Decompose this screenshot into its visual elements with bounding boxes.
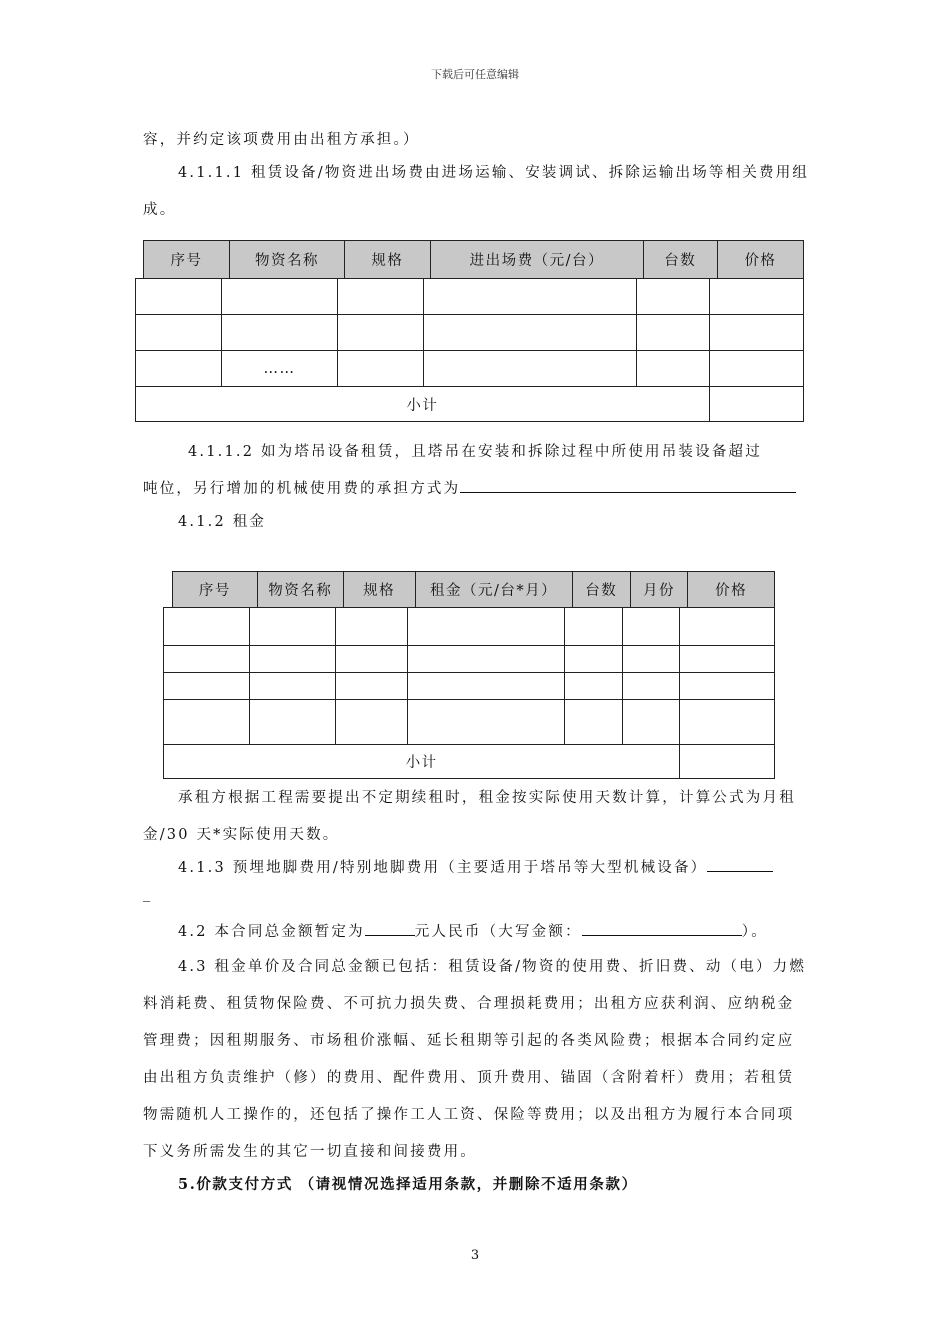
subtotal-label: 小计: [136, 387, 710, 422]
paragraph-4-2: [178, 920, 768, 941]
table-row: [164, 608, 775, 646]
page-header: 下载后可任意编辑: [431, 68, 519, 81]
column-header: 序号: [144, 241, 230, 279]
paragraph-text: 料消耗费、租赁物保险费、不可抗力损失费、合理损耗费用；出租方应获利润、应纳税金: [143, 996, 795, 1012]
entry-exit-fee-header: [143, 240, 804, 279]
fill-in-blank[interactable]: [460, 478, 796, 493]
table-row: [164, 673, 775, 700]
paragraph-text-span: 吨位，另行增加的机械使用费的承担方式为: [143, 481, 461, 497]
paragraph-text: 容，并约定该项费用由出租方承担。）: [143, 132, 420, 148]
column-header: 规格: [344, 241, 430, 279]
paragraph-text: [143, 477, 796, 498]
column-header: 进出场费（元/台）: [430, 241, 643, 279]
paragraph-text-span: 4.2 本合同总金额暂定为: [178, 924, 365, 940]
section-4-1-2-title: 4.1.2 租金: [178, 514, 267, 530]
table-row: [164, 646, 775, 673]
paragraph-4-1-3: [178, 856, 773, 877]
paragraph-text: 承租方根据工程需要提出不定期续租时，租金按实际使用天数计算，计算公式为月租: [178, 790, 796, 806]
paragraph-text: 由出租方负责维护（修）的费用、配件费用、顶升费用、锚固（含附着杆）费用；若租赁: [143, 1070, 795, 1086]
paragraph-text: 下义务所需发生的其它一切直接和间接费用。: [143, 1144, 477, 1160]
subtotal-row: [136, 387, 804, 422]
column-header: 租金（元/台*月）: [415, 572, 572, 608]
column-header: 台数: [572, 572, 630, 608]
entry-exit-fee-table: [135, 278, 804, 422]
column-header: 规格: [343, 572, 415, 608]
subtotal-label: 小计: [164, 745, 680, 779]
paragraph-text-span: 元人民币（大写金额：: [414, 924, 582, 940]
paragraph-4-3: 4.3 租金单价及合同总金额已包括：租赁设备/物资的使用费、折旧费、动（电）力燃: [178, 959, 807, 975]
page-number: 3: [470, 1248, 480, 1263]
subtotal-row: [164, 745, 775, 779]
column-header: 物资名称: [230, 241, 345, 279]
paragraph-text: 管理费；因租期服务、市场租价涨幅、延长租期等引起的各类风险费；根据本合同约定应: [143, 1033, 795, 1049]
column-header: 序号: [173, 572, 258, 608]
column-header: 月份: [630, 572, 687, 608]
paragraph-text: 金/30 天*实际使用天数。: [143, 827, 340, 843]
paragraph-text-span: 4.1.3 预埋地脚费用/特别地脚费用（主要适用于塔吊等大型机械设备）: [178, 860, 708, 876]
column-header: 物资名称: [257, 572, 343, 608]
rent-table: [163, 607, 775, 779]
table-row: [136, 315, 804, 351]
paragraph-text: 物需随机人工操作的，还包括了操作工人工资、保险等费用；以及出租方为履行本合同项: [143, 1107, 795, 1123]
paragraph-4-1-1-2: 4.1.1.2 如为塔吊设备租赁，且塔吊在安装和拆除过程中所使用吊装设备超过: [188, 444, 762, 460]
column-header: 价格: [717, 241, 803, 279]
amount-in-words-blank[interactable]: [582, 921, 742, 936]
column-header: 台数: [643, 241, 717, 279]
table-row: [136, 279, 804, 315]
paragraph-text: _: [143, 886, 153, 902]
paragraph-text: 成。: [143, 202, 177, 218]
total-amount-blank[interactable]: [365, 921, 415, 936]
fill-in-blank[interactable]: [707, 857, 773, 872]
section-5-title: 5.价款支付方式 （请视情况选择适用条款，并删除不适用条款）: [178, 1176, 638, 1193]
column-header: 价格: [688, 572, 775, 608]
table-row: [164, 700, 775, 745]
rent-table-header: [172, 571, 775, 608]
paragraph-4-1-1-1: 4.1.1.1 租赁设备/物资进出场费由进场运输、安装调试、拆除运输出场等相关费用组: [178, 165, 810, 181]
paragraph-text-span: ）。: [741, 924, 768, 940]
table-row: [136, 351, 804, 387]
ellipsis-cell: ……: [222, 351, 337, 387]
